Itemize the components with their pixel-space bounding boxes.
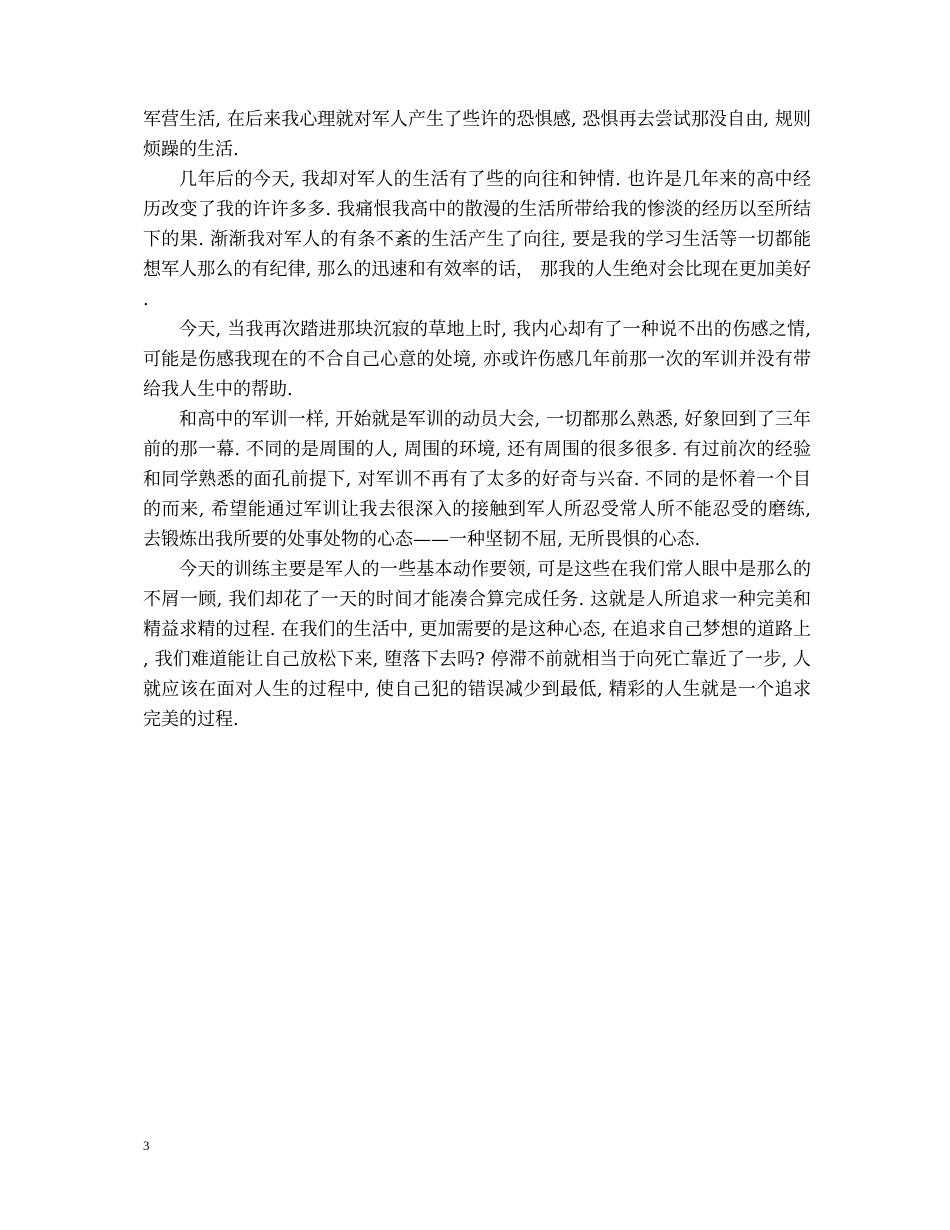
paragraph: 和高中的军训一样, 开始就是军训的动员大会, 一切都那么熟悉, 好象回到了三年前的那一幕. 不同的是周围的人, 周围的环境, 还有周围的很多很多. 有过前次的经验和同学熟悉的面孔前提下, 对军训不再有了太多的好奇与兴奋. 不同的是怀着一个目的而来, 希望能通过军训让我去很深入的接触到军人所忍受常人所不能忍受的磨练, 去锻炼出我所要的处事处物的心态——一种坚韧不屈, 无所畏惧的心态.: [143, 409, 811, 550]
paragraph-continuation: 军营生活, 在后来我心理就对军人产生了些许的恐惧感, 恐惧再去尝试那没自由, 规则烦躁的生活.: [143, 109, 811, 160]
paragraph: 几年后的今天, 我却对军人的生活有了些的向往和钟情. 也许是几年来的高中经历改变了我的许许多多. 我痛恨我高中的散漫的生活所带给我的惨淡的经历以至所结下的果. 渐渐我对军人的有条不紊的生活产生了向往, 要是我的学习生活等一切都能想军人那么的有纪律, 那么的迅速和有效率的话， 那我的人生绝对会比现在更加美好.: [143, 169, 811, 310]
paragraph: 今天, 当我再次踏进那块沉寂的草地上时, 我内心却有了一种说不出的伤感之情, 可能是伤感我现在的不合自己心意的处境, 亦或许伤感几年前那一次的军训并没有带给我人生中的帮助.: [143, 319, 811, 400]
paragraph: 今天的训练主要是军人的一些基本动作要领, 可是这些在我们常人眼中是那么的不屑一顾, 我们却花了一天的时间才能凑合算完成任务. 这就是人所追求一种完美和精益求精的过程. 在我们的生活中, 更加需要的是这种心态, 在追求自己梦想的道路上, 我们难道能让自己放松下来, 堕落下去吗? 停滞不前就相当于向死亡靠近了一步, 人就应该在面对人生的过程中, 使自己犯的错误减少到最低, 精彩的人生就是一个追求完美的过程.: [143, 559, 811, 730]
page-number: 3: [143, 1138, 150, 1153]
document-body: [143, 105, 811, 735]
